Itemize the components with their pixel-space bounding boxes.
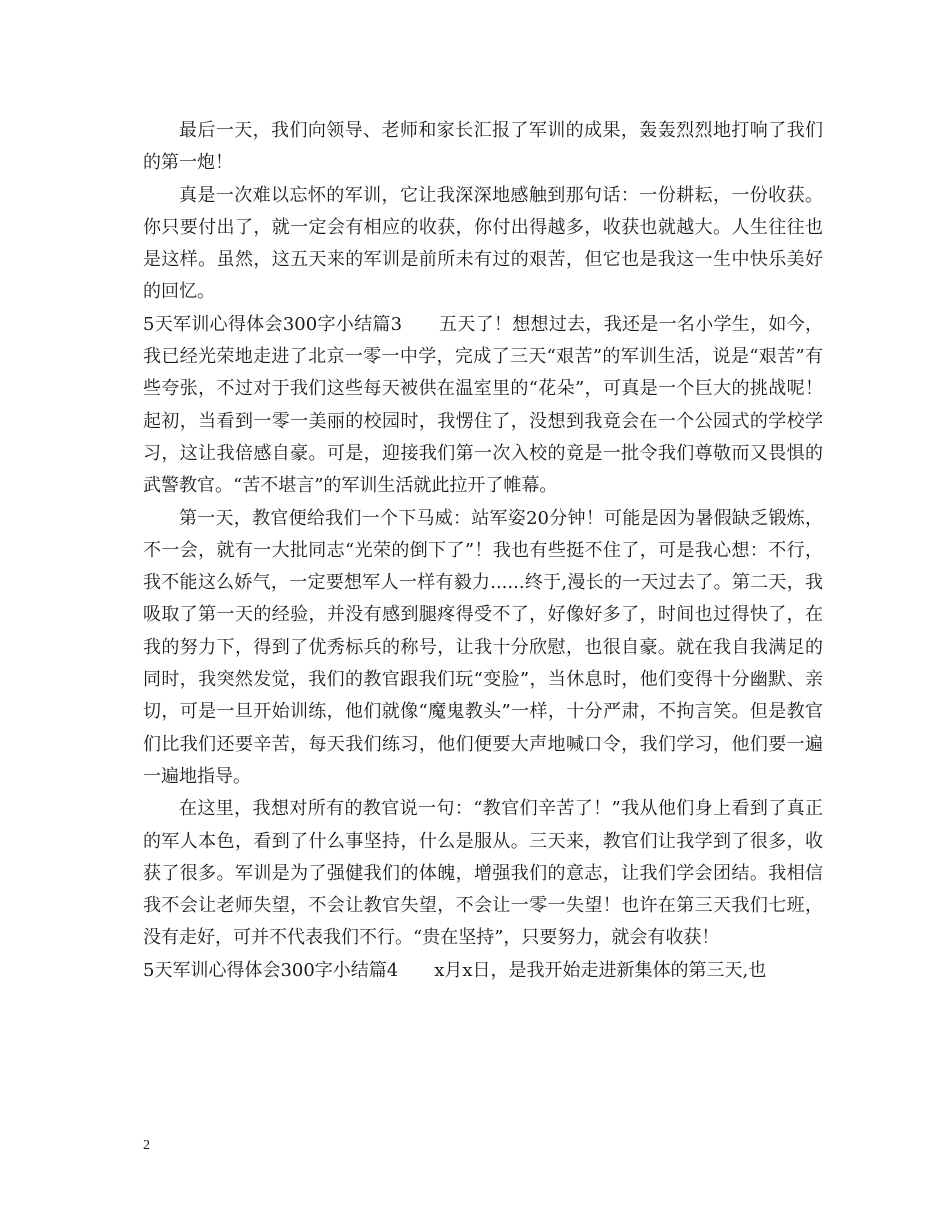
paragraph: 真是一次难以忘怀的军训，它让我深深地感触到那句话：一份耕耘，一份收获。你只要付出了，就一定会有相应的收获，你付出得越多，收获也就越大。人生往往也是这样。虽然，这五天来的军训是前所未有过的艰苦，但它也是我这一生中快乐美好的回忆。 <box>143 184 823 303</box>
paragraph: 第一天，教官便给我们一个下马威：站军姿20分钟！可能是因为暑假缺乏锻炼，不一会，就有一大批同志“光荣的倒下了”！我也有些挺不住了，可是我心想：不行，我不能这么娇气，一定要想军人一样有毅力......终于,漫长的一天过去了。第二天，我吸取了第一天的经验，并没有感到腿疼得受不了，好像好多了，时间也过得快了，在我的努力下，得到了优秀标兵的称号，让我十分欣慰，也很自豪。就在我自我满足的同时，我突然发觉，我们的教官跟我们玩“变脸”，当休息时，他们变得十分幽默、亲切，可是一旦开始训练，他们就像“魔鬼教头”一样，十分严肃，不拘言笑。但是教官们比我们还要辛苦，每天我们练习，他们便要大声地喊口令，我们学习，他们要一遍一遍地指导。 <box>143 507 823 787</box>
paragraph: 5天军训心得体会300字小结篇4 x月x日，是我开始走进新集体的第三天,也 <box>143 959 767 981</box>
paragraph: 5天军训心得体会300字小结篇3 五天了！想想过去，我还是一名小学生，如今，我已经光荣地走进了北京一零一中学，完成了三天“艰苦”的军训生活，说是“艰苦”有些夸张，不过对于我们这些每天被供在温室里的“花朵”，可真是一个巨大的挑战呢！起初，当看到一零一美丽的校园时，我愣住了，没想到我竟会在一个公园式的学校学习，这让我倍感自豪。可是，迎接我们第一次入校的竟是一批令我们尊敬而又畏惧的武警教官。“苦不堪言”的军训生活就此拉开了帷幕。 <box>143 313 823 497</box>
paragraph: 在这里，我想对所有的教官说一句：“教官们辛苦了！”我从他们身上看到了真正的军人本色，看到了什么事坚持，什么是服从。三天来，教官们让我学到了很多，收获了很多。军训是为了强健我们的体魄，增强我们的意志，让我们学会团结。我相信我不会让老师失望，不会让教官失望，不会让一零一失望！也许在第三天我们七班，没有走好，可并不代表我们不行。“贵在坚持”，只要努力，就会有收获！ <box>143 798 823 949</box>
paragraph: 最后一天，我们向领导、老师和家长汇报了军训的成果，轰轰烈烈地打响了我们的第一炮！ <box>143 120 823 174</box>
document-body <box>143 115 823 987</box>
page-number: 2 <box>143 1138 150 1153</box>
